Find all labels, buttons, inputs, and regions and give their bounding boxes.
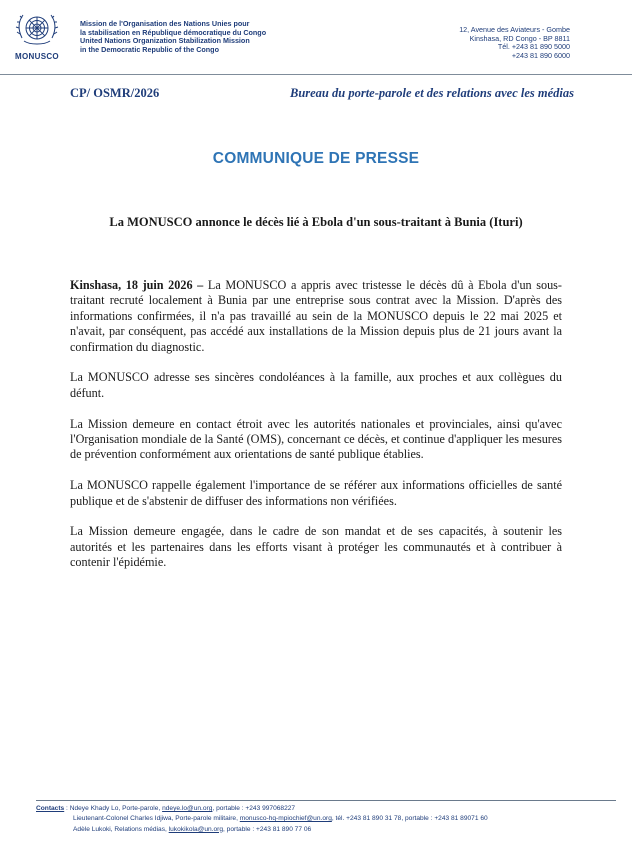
paragraph-4: La MONUSCO rappelle également l'importance de se référer aux informations officielles de santé publique et de s'abstenir de diffuser des informations non vérifiées.	[70, 478, 562, 508]
contact-line	[36, 804, 626, 814]
dateline: Kinshasa, 18 juin 2026 –	[70, 278, 204, 292]
address-line: 12, Avenue des Aviateurs - Gombe	[459, 25, 570, 34]
contact-text: Lieutenant-Colonel Charles Idjiwa, Porte-parole militaire,	[73, 815, 240, 823]
address-block	[400, 26, 570, 60]
header-divider	[0, 74, 632, 75]
reference-number: CP/ OSMR/2026	[70, 86, 160, 100]
contact-text: : Ndeye Khady Lo, Porte-parole,	[64, 805, 163, 812]
org-line: Mission de l'Organisation des Nations Unies pour	[80, 19, 250, 28]
contact-text: , portable : +243 81 890 77 06	[223, 825, 312, 833]
office-name: Bureau du porte-parole et des relations avec les médias	[289, 86, 574, 100]
paragraph-1	[70, 278, 562, 355]
contact-line	[36, 825, 626, 835]
contacts-label: Contacts	[36, 805, 65, 812]
paragraph-3: La Mission demeure en contact étroit avec les autorités nationales et provinciales, ainsi qu'avec l'Organisation mondiale de la Santé (OMS), concernant ce décès, et continue d'appliquer les mesures de prévention conformément aux orientations de santé publique établies.	[70, 416, 562, 462]
letterhead	[0, 0, 632, 80]
organization-name	[80, 20, 320, 54]
footer-divider	[36, 800, 616, 801]
press-release-body	[70, 278, 562, 586]
org-line: in the Democratic Republic of the Congo	[80, 44, 219, 54]
document-title: COMMUNIQUE DE PRESSE	[212, 150, 420, 167]
address-line: Tél. +243 81 890 5000	[497, 42, 570, 52]
contact-text: Adèle Lukoki, Relations médias,	[73, 825, 169, 833]
un-emblem-logo	[10, 10, 64, 61]
document-subtitle: La MONUSCO annonce le décès lié à Ebola d'un sous-traitant à Bunia (Ituri)	[109, 215, 523, 229]
contact-text: , tél. +243 81 890 31 78, portable : +243 81 89071 60	[331, 815, 488, 823]
org-line: United Nations Organization Stabilization Mission	[80, 36, 250, 46]
address-line: Kinshasa, RD Congo - BP 8811	[469, 33, 570, 43]
paragraph-1-text: La MONUSCO a appris avec tristesse le décès dû à Ebola d'un sous-traitant recruté localement à Bunia par une entreprise sous contrat avec la Mission. D'après des informations confirmées, il n'a pas travaillé au sein de la MONUSCO depuis le 22 mai 2025 et n'avait, par conséquent, pas accédé aux installations de la Mission depuis plus de 21 jours avant la confirmation du diagnostic.	[70, 278, 562, 354]
email-link[interactable]: ndeye.lo@un.org	[162, 805, 213, 812]
org-line: la stabilisation en République démocratique du Congo	[80, 27, 267, 37]
email-link[interactable]: lukokikola@un.org	[168, 825, 224, 833]
paragraph-5: La Mission demeure engagée, dans le cadre de son mandat et de ses capacités, à soutenir les autorités et les partenaires dans les efforts visant à protéger les communautés et à contribuer à contenir l'épidémie.	[70, 524, 562, 570]
logo-text: MONUSCO	[15, 52, 59, 61]
address-line: +243 81 890 6000	[511, 50, 570, 60]
paragraph-2: La MONUSCO adresse ses sincères condoléances à la famille, aux proches et aux collègues du défunt.	[70, 370, 562, 400]
un-emblem-icon	[14, 10, 60, 50]
email-link[interactable]: monusco-hq-mpiochief@un.org	[239, 815, 332, 823]
contact-text: , portable : +243 997068227	[212, 805, 296, 812]
contacts-footer	[36, 804, 626, 835]
contact-line	[36, 814, 626, 824]
